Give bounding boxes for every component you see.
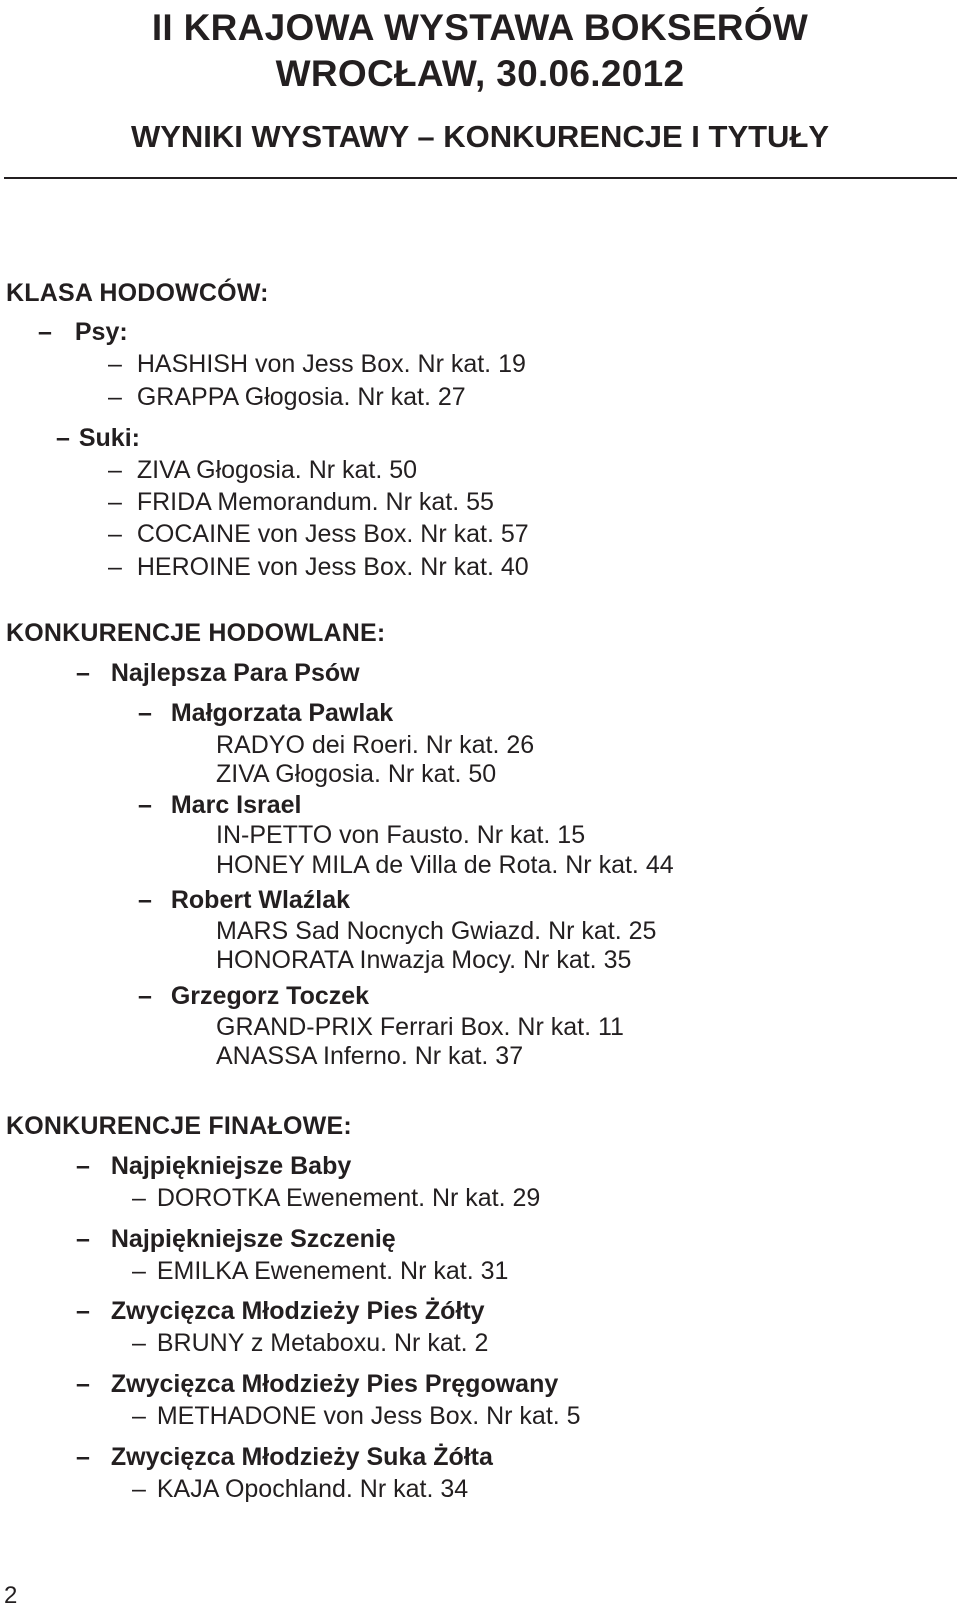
final-winner bbox=[132, 1331, 488, 1356]
dash: – bbox=[76, 1370, 90, 1398]
list-item bbox=[108, 490, 494, 515]
dash: – bbox=[138, 886, 152, 914]
dash: – bbox=[76, 1443, 90, 1471]
final-winner bbox=[132, 1477, 468, 1502]
dash: – bbox=[108, 456, 122, 484]
dash: – bbox=[76, 1152, 90, 1180]
dash: – bbox=[138, 791, 152, 819]
final-title-label: Zwycięzca Młodzieży Pies Pręgowany bbox=[110, 1370, 559, 1398]
dash: – bbox=[76, 659, 90, 687]
final-winner bbox=[132, 1404, 581, 1429]
page-title-line2: WROCŁAW, 30.06.2012 bbox=[275, 53, 685, 94]
dog-entry: COCAINE von Jess Box. Nr kat. 57 bbox=[136, 520, 529, 548]
pair-dog: IN-PETTO von Fausto. Nr kat. 15 bbox=[216, 821, 586, 849]
winner-entry: METHADONE von Jess Box. Nr kat. 5 bbox=[156, 1402, 581, 1430]
dog-entry: HEROINE von Jess Box. Nr kat. 40 bbox=[136, 553, 529, 581]
dash: – bbox=[132, 1184, 146, 1212]
winner-entry: DOROTKA Ewenement. Nr kat. 29 bbox=[156, 1184, 541, 1212]
section-heading-konkurencje-hodowlane: KONKURENCJE HODOWLANE: bbox=[6, 619, 386, 647]
section-heading-konkurencje-finalowe: KONKURENCJE FINAŁOWE: bbox=[6, 1112, 352, 1140]
dash: – bbox=[108, 553, 122, 581]
pair-dog: GRAND-PRIX Ferrari Box. Nr kat. 11 bbox=[216, 1013, 624, 1041]
pair-owner bbox=[138, 984, 369, 1009]
dash: – bbox=[132, 1329, 146, 1357]
final-title-label: Zwycięzca Młodzieży Pies Żółty bbox=[110, 1297, 485, 1325]
dog-entry: HASHISH von Jess Box. Nr kat. 19 bbox=[136, 350, 526, 378]
dash: – bbox=[108, 520, 122, 548]
final-winner bbox=[132, 1186, 540, 1211]
owner-name: Grzegorz Toczek bbox=[170, 982, 370, 1010]
dash: – bbox=[38, 318, 52, 346]
dash: – bbox=[138, 699, 152, 727]
page-number: 2 bbox=[4, 1582, 18, 1609]
list-item bbox=[108, 458, 417, 483]
dash: – bbox=[108, 383, 122, 411]
header-divider bbox=[4, 177, 957, 179]
final-title bbox=[76, 1154, 351, 1179]
pair-dog: RADYO dei Roeri. Nr kat. 26 bbox=[216, 731, 535, 759]
final-title-label: Najpiękniejsze Baby bbox=[110, 1152, 352, 1180]
pair-dog: HONEY MILA de Villa de Rota. Nr kat. 44 bbox=[216, 851, 674, 879]
final-title bbox=[76, 1372, 558, 1397]
owner-name: Robert Wlaźlak bbox=[170, 886, 351, 914]
category-heading bbox=[76, 661, 360, 686]
dash: – bbox=[56, 424, 70, 452]
dash: – bbox=[132, 1257, 146, 1285]
final-title bbox=[76, 1227, 396, 1252]
pair-owner bbox=[138, 793, 302, 818]
pair-dog: ZIVA Głogosia. Nr kat. 50 bbox=[216, 760, 497, 788]
dash: – bbox=[108, 350, 122, 378]
dash: – bbox=[132, 1402, 146, 1430]
dog-entry: GRAPPA Głogosia. Nr kat. 27 bbox=[136, 383, 466, 411]
final-title bbox=[76, 1299, 485, 1324]
owner-name: Marc Israel bbox=[170, 791, 302, 819]
winner-entry: EMILKA Ewenement. Nr kat. 31 bbox=[156, 1257, 509, 1285]
dog-entry: FRIDA Memorandum. Nr kat. 55 bbox=[136, 488, 494, 516]
group-label: Suki: bbox=[78, 424, 140, 452]
dash: – bbox=[76, 1297, 90, 1325]
final-title-label: Najpiękniejsze Szczenię bbox=[110, 1225, 396, 1253]
final-title bbox=[76, 1445, 493, 1470]
page-subtitle: WYNIKI WYSTAWY – KONKURENCJE I TYTUŁY bbox=[130, 119, 830, 154]
winner-entry: KAJA Opochland. Nr kat. 34 bbox=[156, 1475, 469, 1503]
winner-entry: BRUNY z Metaboxu. Nr kat. 2 bbox=[156, 1329, 489, 1357]
dash: – bbox=[108, 488, 122, 516]
group-label: Psy: bbox=[74, 318, 128, 346]
pair-owner bbox=[138, 888, 350, 913]
list-item bbox=[108, 522, 529, 547]
pair-owner bbox=[138, 701, 393, 726]
pair-dog: HONORATA Inwazja Mocy. Nr kat. 35 bbox=[216, 946, 632, 974]
list-item bbox=[108, 352, 526, 377]
category-label: Najlepsza Para Psów bbox=[110, 659, 360, 687]
dash: – bbox=[76, 1225, 90, 1253]
dog-entry: ZIVA Głogosia. Nr kat. 50 bbox=[136, 456, 418, 484]
group-heading-psy bbox=[38, 320, 128, 345]
owner-name: Małgorzata Pawlak bbox=[170, 699, 394, 727]
dash: – bbox=[132, 1475, 146, 1503]
dash: – bbox=[138, 982, 152, 1010]
final-winner bbox=[132, 1259, 508, 1284]
pair-dog: MARS Sad Nocnych Gwiazd. Nr kat. 25 bbox=[216, 917, 657, 945]
list-item bbox=[108, 555, 529, 580]
group-heading-suki bbox=[56, 426, 140, 451]
pair-dog: ANASSA Inferno. Nr kat. 37 bbox=[216, 1042, 524, 1070]
page-title-line1: II KRAJOWA WYSTAWA BOKSERÓW bbox=[151, 7, 809, 48]
final-title-label: Zwycięzca Młodzieży Suka Żółta bbox=[110, 1443, 493, 1471]
list-item bbox=[108, 385, 466, 410]
section-heading-klasa-hodowcow: KLASA HODOWCÓW: bbox=[6, 279, 269, 307]
